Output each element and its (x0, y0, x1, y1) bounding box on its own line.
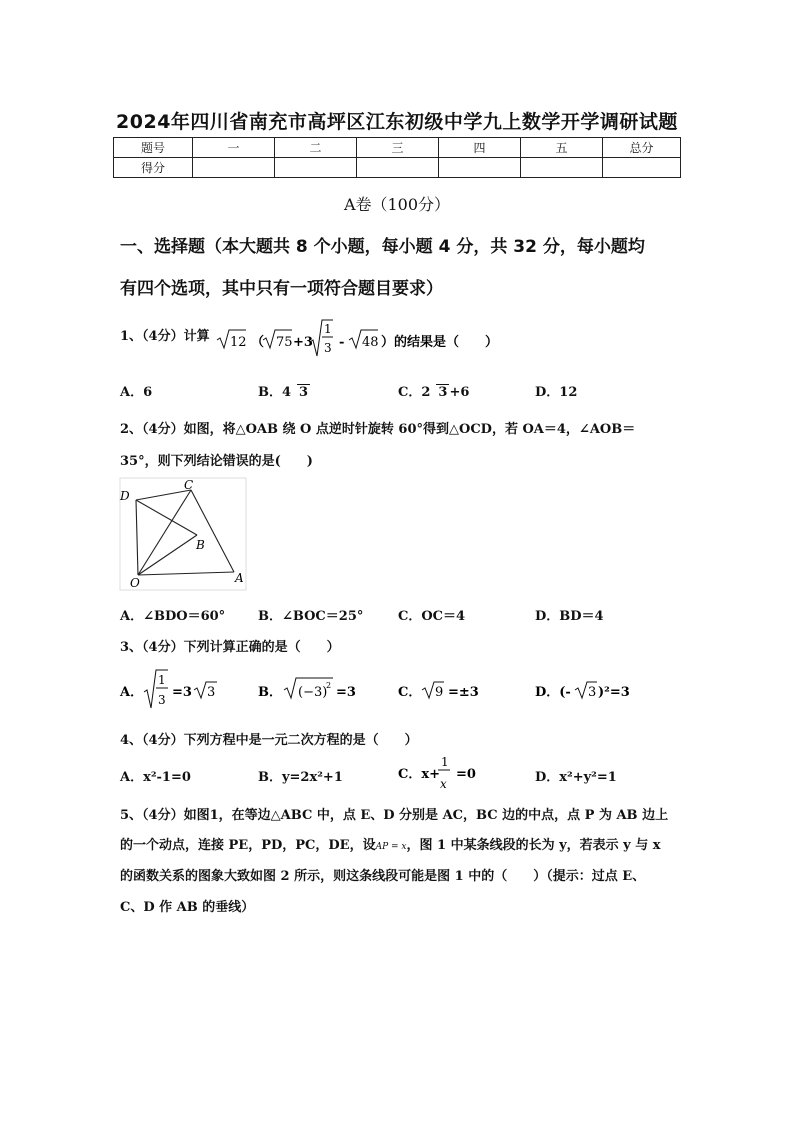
q1-option-b (258, 381, 310, 400)
q4-option-b: B．y=2x²+1 (258, 770, 343, 785)
q1-option-a: A．6 (120, 385, 153, 400)
table-cell (357, 158, 439, 178)
q1-r48: 48 (362, 335, 379, 350)
fig-label-b: B (196, 538, 205, 552)
q1-suffix: ）的结果是（ ） (381, 335, 499, 350)
q1-frac-den: 3 (324, 341, 332, 355)
question-2-cont: 35°，则下列结论错误的是( ) (120, 454, 313, 469)
q3-a-rad: 3 (207, 685, 216, 700)
q2-figure (120, 478, 246, 590)
table-cell (603, 158, 681, 178)
table-cell (439, 158, 521, 178)
table-cell: 一 (193, 138, 275, 158)
q3-a-num: 1 (158, 673, 166, 687)
q5-line2-pre: 的一个动点，连接 PE，PD，PC，DE，设 (120, 838, 376, 853)
q3-b-eq: =3 (336, 685, 356, 700)
q4-option-c (398, 752, 518, 798)
q5-line2-post: ，图 1 中某条线段的长为 y，若表示 y 与 x (406, 838, 661, 853)
q3-a-label: A． (120, 685, 144, 700)
question-5-line2 (120, 834, 661, 853)
question-5-line3: 的函数关系的图象大致如图 2 所示，则这条线段可能是图 1 中的（ ）（提示：过点 E、 (120, 869, 646, 884)
score-table (113, 137, 681, 178)
q3-a-eq: =3 (172, 685, 192, 700)
table-cell: 得分 (114, 158, 193, 178)
q1-expression (215, 322, 515, 362)
q3-option-d (535, 668, 655, 714)
volume-heading: A卷（100分） (343, 195, 451, 214)
q1-option-c-post: +6 (449, 385, 470, 400)
q1-prefix: 1、（4分）计算 (120, 329, 210, 344)
page-title: 2024年四川省南充市高坪区江东初级中学九上数学开学调研试题 (116, 111, 678, 133)
section-heading: 一、选择题（本大题共 8 个小题，每小题 4 分，共 32 分，每小题均 (120, 237, 645, 257)
table-row (114, 138, 681, 158)
fig-label-c: C (184, 478, 194, 492)
table-cell: 二 (275, 138, 357, 158)
question-2: 2、（4分）如图，将△OAB 绕 O 点逆时针旋转 60°得到△OCD，若 OA＝4，∠AOB＝ (120, 422, 636, 437)
q4-c-label: C．x+ (398, 767, 440, 782)
q1-frac-num: 1 (324, 322, 332, 336)
q3-option-b (258, 668, 378, 714)
q3-option-a (120, 668, 240, 714)
q3-option-c (398, 668, 518, 714)
q1-option-b-text: B．4 (258, 385, 292, 400)
q3-b-exp: 2 (326, 681, 332, 690)
q4-c-den: x (440, 777, 447, 791)
table-cell: 三 (357, 138, 439, 158)
q1-option-b-rad: 3 (299, 385, 309, 400)
table-row (114, 158, 681, 178)
q5-line2-math: AP = x (375, 842, 407, 852)
q4-option-d: D．x²+y²=1 (535, 770, 617, 785)
q3-b-rad: (−3) (298, 685, 328, 700)
q1-option-c-text: C．2 (398, 385, 431, 400)
q3-d-label: D．(- (535, 685, 571, 700)
q3-c-eq: =±3 (448, 685, 479, 700)
table-cell: 题号 (114, 138, 193, 158)
q3-d-post: )²=3 (598, 685, 630, 700)
table-cell (193, 158, 275, 178)
q4-c-post: =0 (456, 767, 476, 782)
q1-option-c (398, 381, 469, 400)
fig-label-o: O (130, 576, 140, 590)
q1-option-c-rad: 3 (438, 385, 448, 400)
table-cell: 总分 (603, 138, 681, 158)
q4-option-a: A．x²-1=0 (120, 770, 191, 785)
q1-open: （ (251, 335, 265, 350)
q2-option-d: D．BD＝4 (535, 609, 604, 624)
fig-label-d: D (120, 489, 130, 503)
q1-r12: 12 (230, 335, 247, 350)
q2-option-c: C．OC＝4 (398, 609, 466, 624)
q1-minus: - (339, 335, 345, 350)
question-4: 4、（4分）下列方程中是一元二次方程的是（ ） (120, 733, 418, 748)
q2-option-b: B．∠BOC＝25° (258, 609, 364, 624)
q1-plus3: +3 (293, 335, 313, 350)
q1-option-d: D．12 (535, 385, 578, 400)
question-5: 5、（4分）如图1，在等边△ABC 中，点 E、D 分别是 AC，BC 边的中点，点 P 为 AB 边上 (120, 808, 669, 823)
q2-option-a: A．∠BDO＝60° (120, 609, 226, 624)
fig-label-a: A (235, 571, 244, 585)
table-cell: 五 (521, 138, 603, 158)
q3-b-label: B． (258, 685, 282, 700)
section-heading-cont: 有四个选项，其中只有一项符合题目要求） (120, 279, 443, 299)
question-1 (120, 326, 210, 348)
q3-a-den: 3 (158, 693, 166, 707)
table-cell: 四 (439, 138, 521, 158)
question-3: 3、（4分）下列计算正确的是（ ） (120, 640, 340, 655)
q3-c-label: C． (398, 685, 422, 700)
q3-d-rad: 3 (588, 685, 597, 700)
q1-r75: 75 (276, 335, 293, 350)
question-5-line4: C、D 作 AB 的垂线） (120, 900, 255, 915)
q3-c-rad: 9 (435, 685, 444, 700)
q4-c-num: 1 (441, 755, 449, 769)
table-cell (275, 158, 357, 178)
table-cell (521, 158, 603, 178)
